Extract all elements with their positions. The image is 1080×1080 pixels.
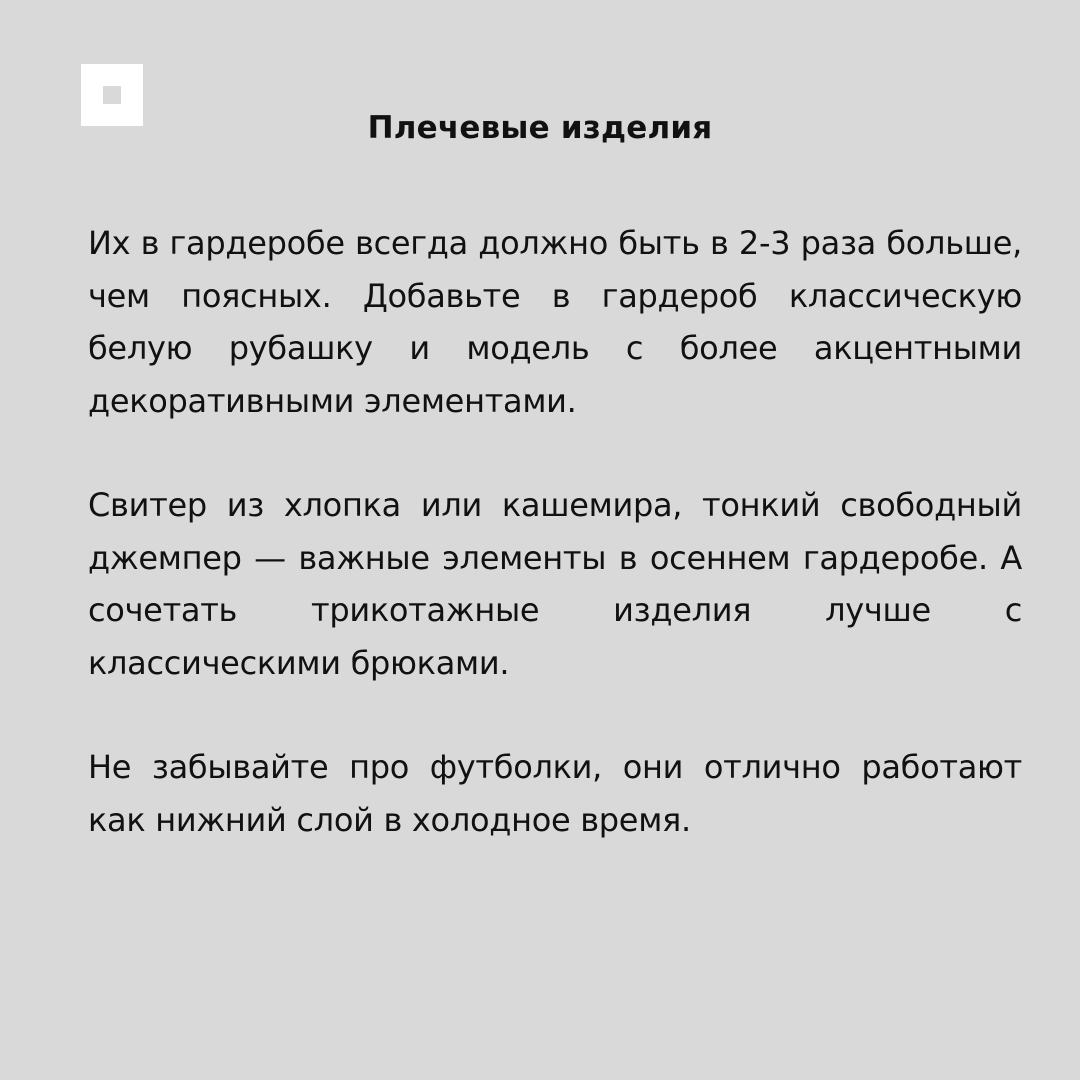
paragraph-3: Не забывайте про футболки, они отлично работают как нижний слой в холодное время. [88, 748, 1022, 839]
page-title: Плечевые изделия [367, 110, 713, 146]
paragraph-1: Их в гардеробе всегда должно быть в 2-3 раза больше, чем поясных. Добавьте в гардероб классическую белую рубашку и модель с более акцентными декоративными элементами. [88, 224, 1022, 420]
paragraph-2: Свитер из хлопка или кашемира, тонкий свободный джемпер — важные элементы в осеннем гардеробе. А сочетать трикотажные изделия лучше с классическими брюками. [88, 486, 1022, 682]
article-body [88, 217, 1022, 846]
logo-inner-square [103, 86, 121, 104]
